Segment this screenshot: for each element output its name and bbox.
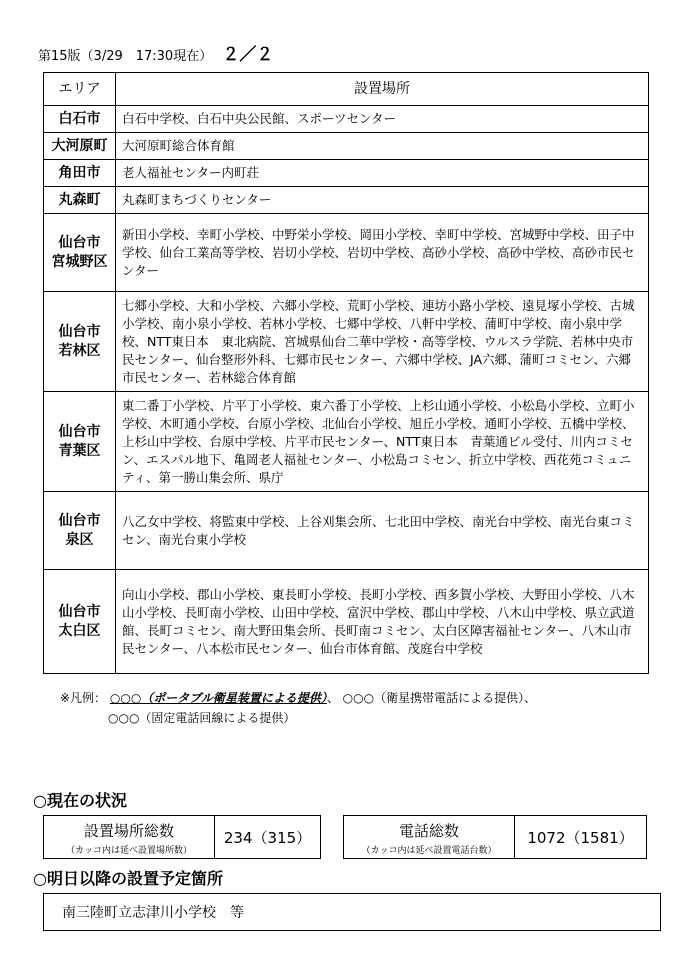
area-city: 仙台市 xyxy=(58,323,101,340)
area-cell xyxy=(44,160,116,187)
table-row xyxy=(44,570,649,674)
legend-fixed-line: ○○○（固定電話回線による提供） xyxy=(108,711,296,725)
circle-bullet-icon: ○ xyxy=(33,869,47,888)
plan-title-text: 明日以降の設置予定箇所 xyxy=(46,869,223,888)
area-cell xyxy=(44,187,116,214)
place-cell: 白石中学校、白石中央公民館、スポーツセンター xyxy=(116,106,649,133)
planned-locations-box xyxy=(43,893,661,931)
area-city: 仙台市 xyxy=(58,234,101,251)
total-phones-box xyxy=(343,815,647,859)
area-ward: 宮城野区 xyxy=(51,253,108,270)
area-cell xyxy=(44,570,116,674)
version-header xyxy=(38,40,273,65)
area-ward: 若林区 xyxy=(58,342,101,359)
area-name: 角田市 xyxy=(58,164,101,181)
area-ward: 青葉区 xyxy=(58,442,101,459)
area-ward: 泉区 xyxy=(65,531,94,548)
legend xyxy=(60,688,536,728)
area-cell xyxy=(44,133,116,160)
legend-portable-satellite: ○○○（ポータブル衛星装置による提供） xyxy=(109,691,327,705)
area-cell xyxy=(44,292,116,392)
area-name: 丸森町 xyxy=(58,191,101,208)
table-row xyxy=(44,160,649,187)
table-row xyxy=(44,392,649,492)
place-cell: 東二番丁小学校、片平丁小学校、東六番丁小学校、上杉山通小学校、小松島小学校、立町小学校、木町通小学校、台原小学校、北仙台小学校、旭丘小学校、通町小学校、五橋中学校、上杉山中学校、台原中学校、片平市民センター、NTT東日本 青葉通ビル受付、川内コミセン、エスパル地下、亀岡老人福祉センター、小松島コミセン、折立中学校、西花苑コミュニティ、第一勝山集会所、県庁 xyxy=(116,392,649,492)
area-cell xyxy=(44,106,116,133)
area-city: 仙台市 xyxy=(58,423,101,440)
table-row xyxy=(44,106,649,133)
installation-table xyxy=(43,72,649,674)
total-locations-box xyxy=(43,815,321,859)
version-text: 第15版（3/29 17:30現在） xyxy=(38,49,213,64)
legend-satellite-phone: ○○○（衛星携帯電話による提供）、 xyxy=(342,691,537,705)
legend-separator: 、 xyxy=(326,691,339,705)
total-phones-label xyxy=(344,816,515,858)
plan-section-title xyxy=(33,866,223,889)
place-cell: 新田小学校、幸町小学校、中野栄小学校、岡田小学校、幸町中学校、宮城野中学校、田子中学校、仙台工業高等学校、岩切小学校、岩切中学校、高砂小学校、高砂中学校、高砂市民センター xyxy=(116,214,649,292)
place-cell: 八乙女中学校、将監東中学校、上谷刈集会所、七北田中学校、南光台中学校、南光台東コミセン、南光台東小学校 xyxy=(116,492,649,570)
circle-bullet-icon: ○ xyxy=(33,791,47,810)
column-header-area: エリア xyxy=(44,73,116,106)
planned-locations-text: 南三陸町立志津川小学校 等 xyxy=(62,905,244,921)
total-phones-value: 1072（1581） xyxy=(527,828,634,847)
place-cell: 大河原町総合体育館 xyxy=(116,133,649,160)
area-cell xyxy=(44,492,116,570)
place-cell: 向山小学校、郡山小学校、東長町小学校、長町小学校、西多賀小学校、大野田小学校、八木山小学校、長町南小学校、山田中学校、富沢中学校、郡山中学校、八木山中学校、県立武道館、長町コミセン、南大野田集会所、長町南コミセン、太白区障害福祉センター、八木山市民センター、八本松市民センター、仙台市体育館、茂庭台中学校 xyxy=(116,570,649,674)
total-locations-label-text: 設置場所総数 xyxy=(83,822,174,840)
legend-prefix: ※凡例： xyxy=(60,691,107,705)
table-row xyxy=(44,492,649,570)
table-row xyxy=(44,133,649,160)
total-phones-note: （カッコ内は延べ設置電話台数） xyxy=(361,846,497,856)
place-cell: 丸森町まちづくりセンター xyxy=(116,187,649,214)
area-name: 大河原町 xyxy=(51,137,108,154)
legend-row-1 xyxy=(60,688,536,708)
area-city: 仙台市 xyxy=(58,603,101,620)
total-locations-value: 234（315） xyxy=(223,828,312,847)
area-ward: 太白区 xyxy=(58,622,101,639)
table-row xyxy=(44,292,649,392)
column-header-place: 設置場所 xyxy=(116,73,649,106)
place-cell: 老人福祉センター内町荘 xyxy=(116,160,649,187)
total-locations-note: （カッコ内は延べ設置場所数） xyxy=(66,846,192,856)
area-cell xyxy=(44,392,116,492)
status-section-title xyxy=(33,788,127,811)
place-cell: 七郷小学校、大和小学校、六郷小学校、荒町小学校、連坊小路小学校、遠見塚小学校、古城小学校、南小泉小学校、若林小学校、七郷中学校、八軒中学校、蒲町中学校、南小泉中学校、NTT東日本 東北病院、宮城県仙台二華中学校・高等学校、ウルスラ学院、若林中央市民センター、仙台整形外科、七郷市民センター、六郷中学校、JA六郷、蒲町コミセン、六郷市民センター、若林総合体育館 xyxy=(116,292,649,392)
page-number: ２／２ xyxy=(222,45,274,65)
table-row xyxy=(44,214,649,292)
area-cell xyxy=(44,214,116,292)
legend-row-2 xyxy=(60,708,536,728)
total-locations-label xyxy=(44,816,215,858)
table-header-row xyxy=(44,73,649,106)
status-title-text: 現在の状況 xyxy=(46,791,127,810)
area-name: 白石市 xyxy=(58,110,101,127)
area-city: 仙台市 xyxy=(58,512,101,529)
total-phones-label-text: 電話総数 xyxy=(398,822,459,840)
table-row xyxy=(44,187,649,214)
